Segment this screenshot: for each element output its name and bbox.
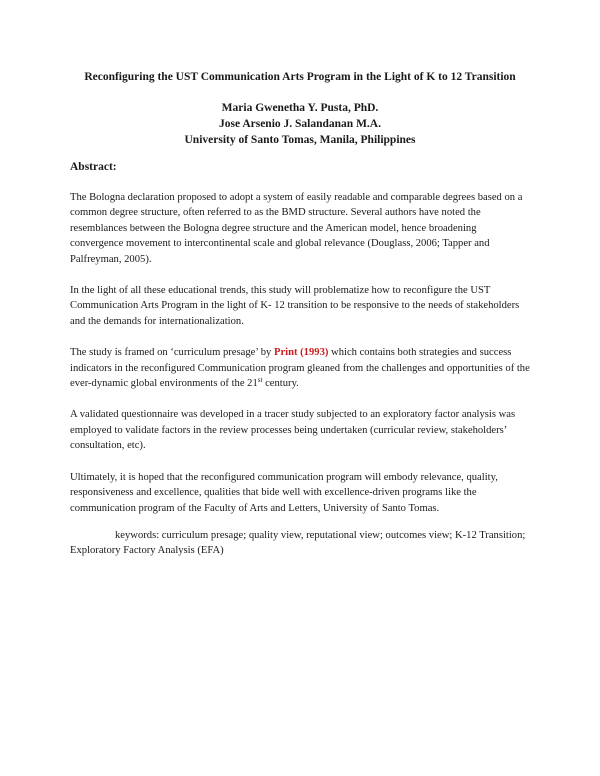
paragraph-text: century. — [262, 378, 299, 390]
citation-link[interactable]: Print (1993) — [273, 347, 329, 359]
abstract-paragraph: A validated questionnaire was developed in a tracer study subjected to an exploratory factor analysis was employed to validate factors in the review processes being undertaken (curricular review, stakeholders’ consultation, etc). — [70, 409, 516, 452]
abstract-body — [70, 190, 530, 532]
author-name: Maria Gwenetha Y. Pusta, PhD. — [221, 102, 379, 114]
abstract-paragraph — [70, 345, 530, 391]
author-block — [70, 100, 530, 148]
paragraph-text: which contains both strategies and success indicators in the reconfigured Communication program gleaned from the challenges and opportunities of the ever-dynamic global environments of the 21 — [70, 347, 530, 390]
paper-title: Reconfiguring the UST Communication Arts Program in the Light of K to 12 Transition — [84, 71, 516, 83]
abstract-paragraph: In the light of all these educational trends, this study will problematize how to reconfigure the UST Communication Arts Program in the light of K- 12 transition to be responsive to the needs of stakeholders and the demands for internationalization. — [70, 285, 520, 327]
author-affiliation: University of Santo Tomas, Manila, Philippines — [184, 134, 416, 146]
paragraph-text: The study is framed on ‘curriculum presage’ by — [70, 347, 274, 359]
keywords: keywords: curriculum presage; quality view, reputational view; outcomes view; K-12 Transition; Exploratory Factory Analysis (EFA) — [70, 530, 526, 557]
abstract-heading: Abstract: — [70, 161, 117, 173]
ordinal-superscript: st — [257, 376, 263, 385]
author-name: Jose Arsenio J. Salandanan M.A. — [219, 118, 381, 130]
abstract-paragraph: The Bologna declaration proposed to adopt a system of easily readable and comparable degrees based on a common degree structure, often referred to as the BMD structure. Several authors have noted the resemblances between the Bologna degree structure and the American model, hence broadening convergence movement to intercontinental scale and global relevance (Douglass, 2006; Tapper and Palfreyman, 2005). — [70, 192, 523, 265]
abstract-paragraph: Ultimately, it is hoped that the reconfigured communication program will embody relevance, quality, responsiveness and excellence, qualities that bide well with excellence-driven programs like the communication program of the Faculty of Arts and Letters, University of Santo Tomas. — [70, 471, 498, 514]
